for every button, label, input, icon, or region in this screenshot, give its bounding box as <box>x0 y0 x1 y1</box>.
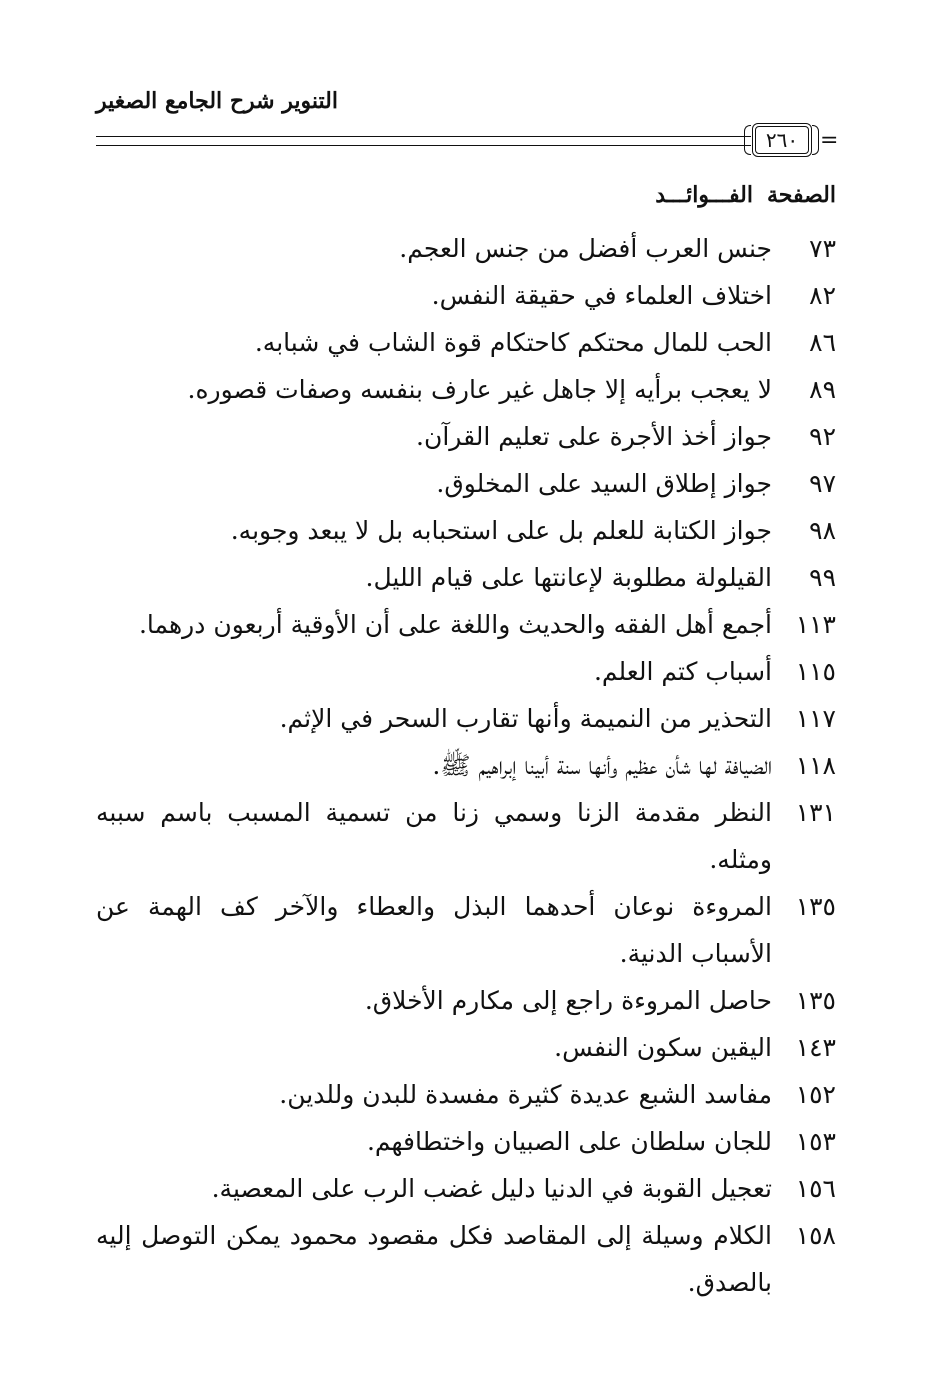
entry-page-number: ١١٥ <box>795 657 836 686</box>
index-entry <box>96 319 836 366</box>
index-entry <box>96 1118 836 1165</box>
index-entry <box>96 460 836 507</box>
entry-page-number: ١٣٥ <box>795 986 836 1015</box>
entry-page-number: ١٥٨ <box>795 1221 836 1250</box>
entry-page-number: ٩٨ <box>809 516 836 545</box>
entry-page-number: ٩٩ <box>809 563 836 592</box>
page-number: ٢٦٠ <box>765 128 799 152</box>
index-entry <box>96 1024 836 1071</box>
entry-text: الضيافة لها شأن عظيم وأنها سنة أبينا إبراهيم ﷺ. <box>432 751 772 780</box>
index-entry <box>96 695 836 742</box>
entry-page-number: ٩٢ <box>809 422 836 451</box>
index-entry <box>96 601 836 648</box>
entry-text: جواز أخذ الأجرة على تعليم القرآن. <box>416 422 772 451</box>
entry-text: المروءة نوعان أحدهما البذل والعطاء والآخر كف الهمة عن الأسباب الدنية. <box>96 892 772 968</box>
index-entry <box>96 554 836 601</box>
entry-page-number: ١١٨ <box>795 751 836 780</box>
entry-text: القيلولة مطلوبة لإعانتها على قيام الليل. <box>365 563 772 592</box>
entry-text: مفاسد الشبع عديدة كثيرة مفسدة للبدن وللدين. <box>279 1080 772 1109</box>
page-number-box <box>752 123 812 157</box>
page-number-bracket-left <box>744 125 751 155</box>
entry-text: حاصل المروءة راجع إلى مكارم الأخلاق. <box>364 986 772 1015</box>
entry-text: اليقين سكون النفس. <box>554 1033 772 1062</box>
entry-text: الحب للمال محتكم كاحتكام قوة الشاب في شبابه. <box>254 328 772 357</box>
entry-text: للجان سلطان على الصبيان واختطافهم. <box>366 1127 772 1156</box>
header-equals-mark: = <box>820 128 839 153</box>
index-entry <box>96 1071 836 1118</box>
index-header <box>655 182 836 208</box>
index-entry <box>96 413 836 460</box>
entry-page-number: ١٣٥ <box>795 892 836 921</box>
index-entry <box>96 648 836 695</box>
index-entry <box>96 742 836 789</box>
entry-page-number: ١٥٣ <box>795 1127 836 1156</box>
entry-page-number: ٨٢ <box>809 281 836 310</box>
entry-page-number: ١١٧ <box>795 704 836 733</box>
entry-page-number: ١٥٢ <box>795 1080 836 1109</box>
entry-text: جواز إطلاق السيد على المخلوق. <box>436 469 772 498</box>
entry-text: أجمع أهل الفقه والحديث واللغة على أن الأوقية أربعون درهما. <box>138 610 772 639</box>
index-header-topic: الفـــوائـــد <box>655 182 753 208</box>
entry-text: لا يعجب برأيه إلا جاهل غير عارف بنفسه وصفات قصوره. <box>187 375 772 404</box>
page-number-bracket-right <box>812 125 819 155</box>
entry-text: جنس العرب أفضل من جنس العجم. <box>399 234 772 263</box>
entry-page-number: ١٥٦ <box>795 1174 836 1203</box>
document-page <box>96 0 839 1381</box>
entry-text: اختلاف العلماء في حقيقة النفس. <box>431 281 772 310</box>
entry-page-number: ١٣١ <box>795 798 836 827</box>
entry-page-number: ٨٩ <box>809 375 836 404</box>
entry-text: الكلام وسيلة إلى المقاصد فكل مقصود محمود يمكن التوصل إليه بالصدق. <box>96 1221 772 1297</box>
entry-page-number: ١٤٣ <box>795 1033 836 1062</box>
entry-text: تعجيل القوبة في الدنيا دليل غضب الرب على المعصية. <box>211 1174 772 1203</box>
index-entry <box>96 1212 836 1306</box>
entry-text: جواز الكتابة للعلم بل على استحبابه بل لا يبعد وجوبه. <box>230 516 772 545</box>
entry-page-number: ١١٣ <box>795 610 836 639</box>
index-entry <box>96 272 836 319</box>
index-entry <box>96 507 836 554</box>
index-entry <box>96 883 836 977</box>
entry-text: التحذير من النميمة وأنها تقارب السحر في الإثم. <box>279 704 772 733</box>
entry-page-number: ٩٧ <box>809 469 836 498</box>
index-entry <box>96 225 836 272</box>
header-double-rule <box>96 136 751 146</box>
index-header-page: الصفحة <box>766 182 836 208</box>
index-entry <box>96 977 836 1024</box>
index-entry <box>96 789 836 883</box>
entry-page-number: ٧٣ <box>809 234 836 263</box>
entry-text: النظر مقدمة الزنا وسمي زنا من تسمية المسبب باسم سببه ومثله. <box>96 798 772 874</box>
index-entry <box>96 366 836 413</box>
index-entry <box>96 1165 836 1212</box>
entry-text: أسباب كتم العلم. <box>593 657 772 686</box>
running-head-title: التنوير شرح الجامع الصغير <box>96 88 338 114</box>
index-entries-list <box>96 225 836 1306</box>
entry-page-number: ٨٦ <box>809 328 836 357</box>
